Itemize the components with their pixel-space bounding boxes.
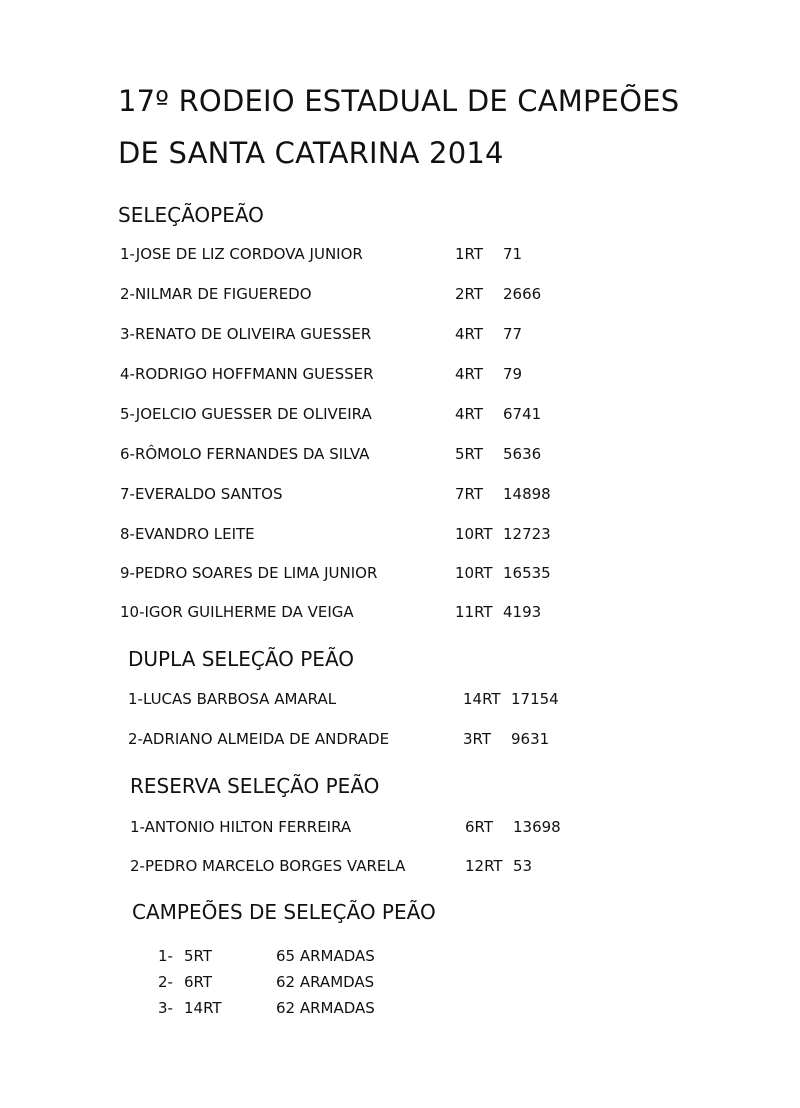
competitor-name: 4-RODRIGO HOFFMANN GUESSER	[120, 365, 374, 383]
document-title-line-2: DE SANTA CATARINA 2014	[118, 136, 504, 170]
competitor-name: 9-PEDRO SOARES DE LIMA JUNIOR	[120, 564, 378, 582]
champion-rank: 3-	[158, 999, 173, 1017]
rt-code: 12RT	[465, 857, 503, 875]
section-heading-dupla: DUPLA SELEÇÃO PEÃO	[128, 647, 355, 671]
rt-code: 7RT	[455, 485, 484, 503]
competitor-number: 9631	[511, 730, 550, 748]
competitor-number: 4193	[503, 603, 542, 621]
rt-code: 2RT	[455, 285, 484, 303]
rt-code: 14RT	[463, 690, 501, 708]
competitor-number: 2666	[503, 285, 542, 303]
competitor-number: 5636	[503, 445, 542, 463]
competitor-number: 16535	[503, 564, 551, 582]
champion-rank: 2-	[158, 973, 173, 991]
section-heading-selecao: SELEÇÃOPEÃO	[118, 203, 264, 227]
rt-code: 4RT	[455, 365, 484, 383]
competitor-number: 71	[503, 245, 523, 263]
competitor-name: 1-ANTONIO HILTON FERREIRA	[130, 818, 352, 836]
competitor-name: 6-RÔMOLO FERNANDES DA SILVA	[120, 445, 370, 463]
competitor-name: 1-LUCAS BARBOSA AMARAL	[128, 690, 337, 708]
rt-code: 5RT	[184, 947, 213, 965]
rt-code: 14RT	[184, 999, 222, 1017]
competitor-name: 2-ADRIANO ALMEIDA DE ANDRADE	[128, 730, 390, 748]
competitor-name: 8-EVANDRO LEITE	[120, 525, 255, 543]
competitor-name: 2-NILMAR DE FIGUEREDO	[120, 285, 312, 303]
champion-score: 62 ARMADAS	[276, 999, 375, 1017]
champion-score: 62 ARAMDAS	[276, 973, 375, 991]
competitor-name: 2-PEDRO MARCELO BORGES VARELA	[130, 857, 406, 875]
competitor-name: 3-RENATO DE OLIVEIRA GUESSER	[120, 325, 372, 343]
competitor-number: 14898	[503, 485, 551, 503]
competitor-number: 17154	[511, 690, 559, 708]
competitor-name: 10-IGOR GUILHERME DA VEIGA	[120, 603, 354, 621]
rt-code: 11RT	[455, 603, 493, 621]
rt-code: 1RT	[455, 245, 484, 263]
competitor-name: 7-EVERALDO SANTOS	[120, 485, 283, 503]
competitor-number: 79	[503, 365, 523, 383]
rt-code: 4RT	[455, 405, 484, 423]
section-heading-reserva: RESERVA SELEÇÃO PEÃO	[130, 774, 380, 798]
champion-score: 65 ARMADAS	[276, 947, 375, 965]
rt-code: 6RT	[465, 818, 494, 836]
competitor-number: 77	[503, 325, 523, 343]
champion-rank: 1-	[158, 947, 173, 965]
competitor-number: 6741	[503, 405, 542, 423]
rt-code: 4RT	[455, 325, 484, 343]
competitor-name: 5-JOELCIO GUESSER DE OLIVEIRA	[120, 405, 372, 423]
rt-code: 10RT	[455, 525, 493, 543]
rt-code: 10RT	[455, 564, 493, 582]
rt-code: 3RT	[463, 730, 492, 748]
rt-code: 5RT	[455, 445, 484, 463]
competitor-name: 1-JOSE DE LIZ CORDOVA JUNIOR	[120, 245, 363, 263]
competitor-number: 53	[513, 857, 533, 875]
rt-code: 6RT	[184, 973, 213, 991]
competitor-number: 12723	[503, 525, 551, 543]
document-title-line-1: 17º RODEIO ESTADUAL DE CAMPEÕES	[118, 84, 680, 118]
section-heading-campeoes: CAMPEÕES DE SELEÇÃO PEÃO	[132, 900, 436, 924]
competitor-number: 13698	[513, 818, 561, 836]
